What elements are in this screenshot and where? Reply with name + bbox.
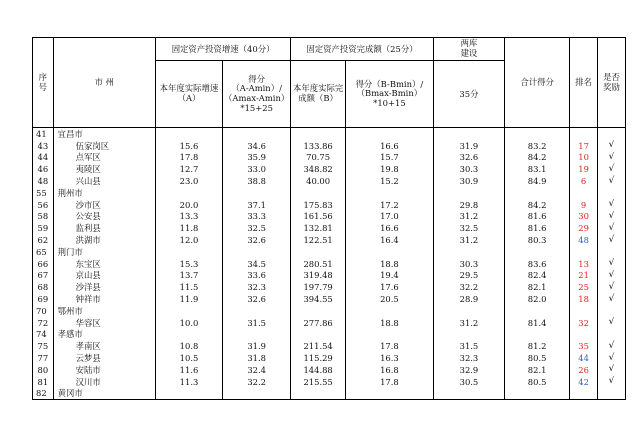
- row-name: 宜昌市: [53, 128, 155, 140]
- completion-score: 17.8: [345, 376, 433, 388]
- growth-actual: 20.0: [155, 199, 222, 211]
- growth-score: 35.9: [223, 152, 291, 164]
- completion-score: 18.8: [345, 317, 433, 329]
- row-number: 65: [33, 246, 54, 258]
- header-total: 合计得分: [505, 38, 570, 128]
- growth-actual: 23.0: [155, 175, 222, 187]
- row-number: 44: [33, 152, 54, 164]
- rank: 35: [570, 340, 598, 352]
- rank: 10: [570, 152, 598, 164]
- row-number: 75: [33, 340, 54, 352]
- row-name: 孝南区: [53, 340, 155, 352]
- two-db-score: 31.9: [433, 140, 504, 152]
- growth-actual: [155, 128, 222, 140]
- total-score: 80.5: [505, 376, 570, 388]
- completion-score: 18.8: [345, 258, 433, 270]
- completion-actual: 215.55: [291, 376, 346, 388]
- row-name: 京山县: [53, 270, 155, 282]
- growth-actual: 10.0: [155, 317, 222, 329]
- growth-actual: [155, 246, 222, 258]
- total-score: 80.3: [505, 234, 570, 246]
- growth-score: 31.8: [223, 352, 291, 364]
- two-db-score: 31.2: [433, 234, 504, 246]
- growth-score: 31.9: [223, 340, 291, 352]
- two-db-score: 32.9: [433, 364, 504, 376]
- row-number: 59: [33, 222, 54, 234]
- row-name: 安陆市: [53, 364, 155, 376]
- reward-mark: √: [598, 140, 626, 152]
- total-score: [505, 187, 570, 199]
- completion-score: [345, 187, 433, 199]
- rank: [570, 305, 598, 317]
- row-name: 鄂州市: [53, 305, 155, 317]
- two-db-score: 32.5: [433, 222, 504, 234]
- row-name: 钟祥市: [53, 293, 155, 305]
- completion-score: 15.2: [345, 175, 433, 187]
- growth-actual: 10.8: [155, 340, 222, 352]
- total-score: 83.2: [505, 140, 570, 152]
- score-table: [32, 37, 626, 400]
- rank: 21: [570, 270, 598, 282]
- total-score: 81.2: [505, 340, 570, 352]
- row-name: 点军区: [53, 152, 155, 164]
- header-completion-score: [345, 61, 433, 128]
- row-number: 68: [33, 281, 54, 293]
- completion-score: 17.8: [345, 340, 433, 352]
- growth-score: [223, 128, 291, 140]
- table-row: [33, 293, 626, 305]
- two-db-score: 30.9: [433, 175, 504, 187]
- total-score: [505, 329, 570, 341]
- total-score: 81.6: [505, 222, 570, 234]
- total-score: [505, 388, 570, 400]
- growth-actual: 11.8: [155, 222, 222, 234]
- growth-score: 33.0: [223, 163, 291, 175]
- reward-mark: √: [598, 293, 626, 305]
- completion-score: 19.8: [345, 163, 433, 175]
- header-reward-text: 是否 奖励: [603, 71, 620, 92]
- two-db-score: 31.5: [433, 340, 504, 352]
- completion-actual: 175.83: [291, 199, 346, 211]
- row-name: 云梦县: [53, 352, 155, 364]
- total-score: 82.1: [505, 281, 570, 293]
- row-number: 55: [33, 187, 54, 199]
- total-score: 84.9: [505, 175, 570, 187]
- completion-actual: 197.79: [291, 281, 346, 293]
- row-number: 41: [33, 128, 54, 140]
- growth-actual: [155, 329, 222, 341]
- header-reward: [598, 38, 626, 128]
- growth-score: 32.6: [223, 293, 291, 305]
- growth-actual: 13.7: [155, 270, 222, 282]
- two-db-score: 29.5: [433, 270, 504, 282]
- row-name: 汉川市: [53, 376, 155, 388]
- row-number: 70: [33, 305, 54, 317]
- reward-mark: [598, 187, 626, 199]
- reward-mark: √: [598, 352, 626, 364]
- total-score: 82.0: [505, 293, 570, 305]
- completion-score: [345, 329, 433, 341]
- completion-actual: 348.82: [291, 163, 346, 175]
- header-completion-actual-text: 本年度实际完成额（B）: [292, 83, 344, 103]
- completion-score: [345, 128, 433, 140]
- completion-score: [345, 388, 433, 400]
- two-db-score: [433, 305, 504, 317]
- completion-score: 19.4: [345, 270, 433, 282]
- total-score: 83.6: [505, 258, 570, 270]
- growth-actual: 12.7: [155, 163, 222, 175]
- total-score: [505, 128, 570, 140]
- table-row: [33, 376, 626, 388]
- two-db-score: 32.3: [433, 352, 504, 364]
- rank: 9: [570, 199, 598, 211]
- row-number: 56: [33, 199, 54, 211]
- completion-score: 16.3: [345, 352, 433, 364]
- rank: 44: [570, 352, 598, 364]
- growth-actual: 13.3: [155, 211, 222, 223]
- growth-score: 32.2: [223, 376, 291, 388]
- completion-actual: 115.29: [291, 352, 346, 364]
- completion-actual: 144.88: [291, 364, 346, 376]
- reward-mark: √: [598, 199, 626, 211]
- completion-actual: [291, 187, 346, 199]
- row-number: 77: [33, 352, 54, 364]
- growth-score: 33.6: [223, 270, 291, 282]
- two-db-score: 29.8: [433, 199, 504, 211]
- rank: 30: [570, 211, 598, 223]
- rank: 19: [570, 163, 598, 175]
- two-db-score: [433, 329, 504, 341]
- reward-mark: √: [598, 175, 626, 187]
- growth-actual: 12.0: [155, 234, 222, 246]
- rank: 18: [570, 293, 598, 305]
- row-number: 43: [33, 140, 54, 152]
- reward-mark: √: [598, 163, 626, 175]
- two-db-score: [433, 128, 504, 140]
- completion-score: 17.2: [345, 199, 433, 211]
- two-db-score: [433, 187, 504, 199]
- header-seq: [33, 38, 54, 128]
- growth-score: 37.1: [223, 199, 291, 211]
- completion-actual: [291, 329, 346, 341]
- completion-score: [345, 305, 433, 317]
- row-number: 62: [33, 234, 54, 246]
- rank: 13: [570, 258, 598, 270]
- completion-score: 20.5: [345, 293, 433, 305]
- header-group-growth: 固定资产投资增速（40分）: [155, 38, 290, 61]
- reward-mark: [598, 128, 626, 140]
- header-seq-text: 序 号: [38, 71, 48, 92]
- table-row: [33, 258, 626, 270]
- two-db-score: 31.2: [433, 211, 504, 223]
- reward-mark: √: [598, 317, 626, 329]
- header-growth-score: [223, 61, 291, 128]
- table-row: [33, 211, 626, 223]
- growth-actual: [155, 187, 222, 199]
- table-row: [33, 270, 626, 282]
- rank: 25: [570, 281, 598, 293]
- table-row: [33, 175, 626, 187]
- header-group-completion: 固定资产投资完成额（25分）: [291, 38, 434, 61]
- row-number: 80: [33, 364, 54, 376]
- table-body: [33, 128, 626, 400]
- two-db-score: 30.5: [433, 376, 504, 388]
- header-completion-score-text: 得分（B-Bmin）/ （Bmax-Bmin） *10+15: [355, 78, 424, 108]
- table-row: [33, 364, 626, 376]
- completion-score: 15.7: [345, 152, 433, 164]
- two-db-score: [433, 388, 504, 400]
- table-row: [33, 281, 626, 293]
- city-row: [33, 246, 626, 258]
- row-name: 华容区: [53, 317, 155, 329]
- row-name: 东宝区: [53, 258, 155, 270]
- reward-mark: [598, 305, 626, 317]
- completion-actual: 70.75: [291, 152, 346, 164]
- header-group-two-db: [433, 38, 504, 61]
- growth-score: 38.8: [223, 175, 291, 187]
- row-name: 荆门市: [53, 246, 155, 258]
- two-db-score: 32.6: [433, 152, 504, 164]
- growth-score: 32.6: [223, 234, 291, 246]
- header-group-two-db-text: 两库 建设: [460, 38, 478, 58]
- growth-actual: 11.5: [155, 281, 222, 293]
- completion-actual: 40.00: [291, 175, 346, 187]
- growth-actual: [155, 388, 222, 400]
- total-score: 81.4: [505, 317, 570, 329]
- table-row: [33, 222, 626, 234]
- reward-mark: √: [598, 281, 626, 293]
- row-number: 48: [33, 175, 54, 187]
- two-db-score: 28.9: [433, 293, 504, 305]
- table-row: [33, 352, 626, 364]
- row-number: 58: [33, 211, 54, 223]
- header-city: 市 州: [53, 38, 155, 128]
- city-row: [33, 128, 626, 140]
- city-row: [33, 305, 626, 317]
- rank: 42: [570, 376, 598, 388]
- total-score: 80.5: [505, 352, 570, 364]
- reward-mark: √: [598, 364, 626, 376]
- growth-actual: [155, 305, 222, 317]
- completion-actual: [291, 128, 346, 140]
- growth-actual: 11.9: [155, 293, 222, 305]
- two-db-score: [433, 246, 504, 258]
- reward-mark: [598, 329, 626, 341]
- growth-actual: 11.6: [155, 364, 222, 376]
- city-row: [33, 388, 626, 400]
- growth-score: [223, 388, 291, 400]
- row-number: 67: [33, 270, 54, 282]
- completion-actual: [291, 246, 346, 258]
- growth-score: 32.5: [223, 222, 291, 234]
- completion-actual: 394.55: [291, 293, 346, 305]
- row-name: 伍家岗区: [53, 140, 155, 152]
- reward-mark: √: [598, 258, 626, 270]
- row-number: 74: [33, 329, 54, 341]
- header-growth-actual: [155, 61, 222, 128]
- city-row: [33, 329, 626, 341]
- row-number: 82: [33, 388, 54, 400]
- completion-score: 16.4: [345, 234, 433, 246]
- growth-actual: 15.6: [155, 140, 222, 152]
- growth-score: 31.5: [223, 317, 291, 329]
- reward-mark: √: [598, 340, 626, 352]
- header-rank: 排名: [570, 38, 598, 128]
- total-score: 82.1: [505, 364, 570, 376]
- row-name: 沙市区: [53, 199, 155, 211]
- growth-score: 32.4: [223, 364, 291, 376]
- rank: 26: [570, 364, 598, 376]
- rank: [570, 246, 598, 258]
- rank: [570, 128, 598, 140]
- growth-actual: 10.5: [155, 352, 222, 364]
- header-completion-actual: [291, 61, 346, 128]
- rank: 32: [570, 317, 598, 329]
- completion-actual: 161.56: [291, 211, 346, 223]
- growth-actual: 11.3: [155, 376, 222, 388]
- rank: 48: [570, 234, 598, 246]
- growth-score: 33.3: [223, 211, 291, 223]
- completion-score: [345, 246, 433, 258]
- header-growth-actual-text: 本年度实际增速 （A）: [159, 83, 219, 103]
- completion-score: 17.0: [345, 211, 433, 223]
- reward-mark: √: [598, 211, 626, 223]
- row-name: 孝感市: [53, 329, 155, 341]
- table-row: [33, 317, 626, 329]
- completion-actual: 122.51: [291, 234, 346, 246]
- table-row: [33, 140, 626, 152]
- two-db-score: 30.3: [433, 163, 504, 175]
- completion-actual: 280.51: [291, 258, 346, 270]
- reward-mark: √: [598, 152, 626, 164]
- row-number: 66: [33, 258, 54, 270]
- completion-actual: [291, 388, 346, 400]
- row-name: 公安县: [53, 211, 155, 223]
- reward-mark: √: [598, 234, 626, 246]
- growth-score: [223, 329, 291, 341]
- city-row: [33, 187, 626, 199]
- growth-score: [223, 187, 291, 199]
- row-number: 69: [33, 293, 54, 305]
- completion-score: 17.6: [345, 281, 433, 293]
- total-score: [505, 246, 570, 258]
- completion-score: 16.8: [345, 364, 433, 376]
- row-number: 46: [33, 163, 54, 175]
- total-score: 84.2: [505, 199, 570, 211]
- reward-mark: √: [598, 376, 626, 388]
- two-db-score: 32.2: [433, 281, 504, 293]
- table-row: [33, 163, 626, 175]
- table-row: [33, 340, 626, 352]
- growth-score: [223, 246, 291, 258]
- completion-actual: 319.48: [291, 270, 346, 282]
- row-name: 兴山县: [53, 175, 155, 187]
- growth-actual: 15.3: [155, 258, 222, 270]
- row-name: 荆州市: [53, 187, 155, 199]
- completion-actual: 277.86: [291, 317, 346, 329]
- two-db-score: 30.3: [433, 258, 504, 270]
- rank: [570, 329, 598, 341]
- rank: [570, 388, 598, 400]
- total-score: 81.6: [505, 211, 570, 223]
- total-score: [505, 305, 570, 317]
- growth-score: 32.3: [223, 281, 291, 293]
- growth-score: [223, 305, 291, 317]
- completion-score: 16.6: [345, 140, 433, 152]
- growth-actual: 17.8: [155, 152, 222, 164]
- reward-mark: √: [598, 270, 626, 282]
- table-row: [33, 234, 626, 246]
- row-number: 72: [33, 317, 54, 329]
- rank: 6: [570, 175, 598, 187]
- reward-mark: [598, 388, 626, 400]
- row-number: 81: [33, 376, 54, 388]
- completion-actual: 132.81: [291, 222, 346, 234]
- growth-score: 34.5: [223, 258, 291, 270]
- completion-actual: [291, 305, 346, 317]
- table-row: [33, 152, 626, 164]
- rank: 29: [570, 222, 598, 234]
- table-row: [33, 199, 626, 211]
- header-two-db-score: 35分: [433, 61, 504, 128]
- total-score: 84.2: [505, 152, 570, 164]
- two-db-score: 31.2: [433, 317, 504, 329]
- row-name: 监利县: [53, 222, 155, 234]
- header-growth-score-text: 得分 （A-Amin）/ （Amax-Amin） *15+25: [224, 73, 290, 113]
- rank: [570, 187, 598, 199]
- completion-actual: 211.54: [291, 340, 346, 352]
- completion-score: 16.6: [345, 222, 433, 234]
- row-name: 沙洋县: [53, 281, 155, 293]
- reward-mark: √: [598, 222, 626, 234]
- row-name: 夷陵区: [53, 163, 155, 175]
- row-name: 黄冈市: [53, 388, 155, 400]
- growth-score: 34.6: [223, 140, 291, 152]
- total-score: 82.4: [505, 270, 570, 282]
- rank: 17: [570, 140, 598, 152]
- total-score: 83.1: [505, 163, 570, 175]
- row-name: 洪湖市: [53, 234, 155, 246]
- completion-actual: 133.86: [291, 140, 346, 152]
- reward-mark: [598, 246, 626, 258]
